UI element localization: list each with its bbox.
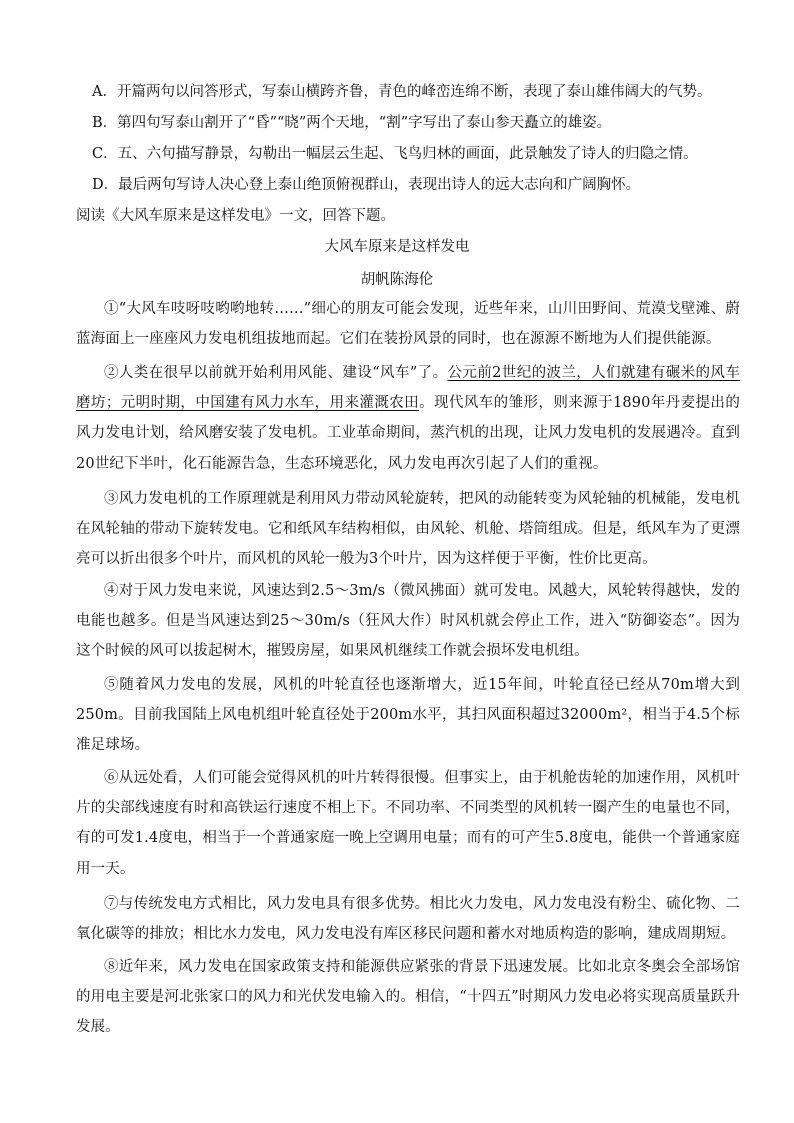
paragraph-1: ①“大风车吱呀吱哟哟地转……”细心的朋友可能会发现，近些年来，山川田野间、荒漠戈壁滩、蔚蓝海面上一座座风力发电机组拔地而起。它们在装扮风景的同时，也在源源不断地为人们提供能源。 [76,301,740,348]
article-author: 胡帆陈海伦 [360,272,434,288]
paragraph-5: ⑤随着风力发电的发展，风机的叶轮直径也逐渐增大，近15年间，叶轮直径已经从70m增大到250m。目前我国陆上风电机组叶轮直径处于200m水平，其扫风面积超过32000m²，相当于4.5个标准足球场。 [76,677,740,754]
paragraph-8: ⑧近年来，风力发电在国家政策支持和能源供应紧张的背景下迅速发展。比如北京冬奥会全部场馆的用电主要是河北张家口的风力和光伏发电输入的。相信，“十四五”时期风力发电必将实现高质量跃升发展。 [76,959,740,1036]
paragraph-7: ⑦与传统发电方式相比，风力发电具有很多优势。相比火力发电，风力发电没有粉尘、硫化物、二氧化碳等的排放；相比水力发电，风力发电没有库区移民问题和蓄水对地质构造的影响，建成周期短。 [76,896,740,943]
option-a: A．开篇两句以问答形式，写泰山横跨齐鲁，青色的峰峦连绵不断，表现了泰山雄伟阔大的气势。 [92,84,712,100]
option-c: C．五、六句描写静景，勾勒出一幅层云生起、飞鸟归林的画面，此景触发了诗人的归隐之情。 [92,146,698,162]
option-d: D．最后两句写诗人决心登上泰山绝顶俯视群山，表现出诗人的远大志向和广阔胸怀。 [92,177,641,193]
paragraph-3: ③风力发电机的工作原理就是利用风力带动风轮旋转，把风的动能转变为风轮轴的机械能，发电机在风轮轴的带动下旋转发电。它和纸风车结构相似，由风轮、机舱、塔筒组成。但是，纸风车为了更漂亮可以折出很多个叶片，而风机的风轮一般为3个叶片，因为这样便于平衡，性价比更高。 [76,491,740,568]
option-b: B．第四句写泰山割开了“昏”“晓”两个天地，“割”字写出了泰山参天矗立的雄姿。 [92,115,612,131]
paragraph-6: ⑥从远处看，人们可能会觉得风机的叶片转得很慢。但事实上，由于机舱齿轮的加速作用，风机叶片的尖部线速度有时和高铁运行速度不相上下。不同功率、不同类型的风机转一圈产生的电量也不同，有的可发1.4度电，相当于一个普通家庭一晚上空调用电量；而有的可产生5.8度电，能供一个普通家庭用一天。 [76,770,740,877]
paragraph-2-text-b: 。现代风车的雏形，则来源于1890年丹麦提出的风力发电计划，给风磨安装了发电机。工业革命期间，蒸汽机的出现，让风力发电机的发展遇冷。直到20世纪下半叶，化石能源告急，生态环境恶化，风力发电再次引起了人们的重视。 [76,395,740,472]
paragraph-4: ④对于风力发电来说，风速达到2.5～3m/s（微风拂面）就可发电。风越大，风轮转得越快，发的电能也越多。但是当风速达到25～30m/s（狂风大作）时风机就会停止工作，进入“防御姿态”。因为这个时候的风可以拔起树木，摧毁房屋，如果风机继续工作就会损坏发电机组。 [76,583,740,660]
paragraph-2-text-a: ②人类在很早以前就开始利用风能、建设“风车”了。 [104,365,448,381]
paragraph-2 [76,358,740,479]
reading-instruction: 阅读《大风车原来是这样发电》一文，回答下题。 [76,208,395,224]
paragraph-2-underlined: 公元前2世纪的波兰，人们就建有碾米的风车磨坊；元明时期，中国建有风力水车，用来灌溉农田 [76,365,740,412]
article-title: 大风车原来是这样发电 [324,239,470,255]
